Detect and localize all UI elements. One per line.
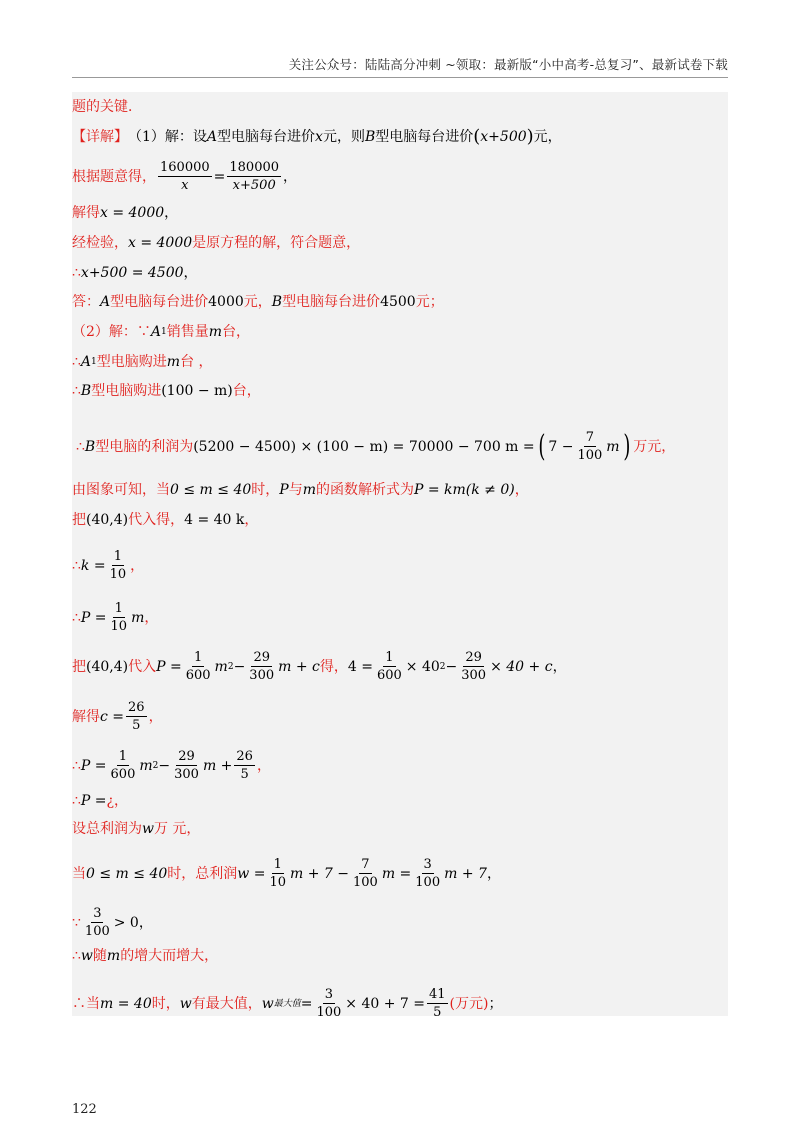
text-line-21: 当 0 ≤ m ≤ 40 时，总利润 w = $\frac{1}{10}$ m + 7 − $\frac{7}{100}$ m = $\frac{3}{100}$ m + 7 ， — [72, 857, 501, 890]
text-line-6: ∴ x+500 = 4500 ， — [72, 265, 198, 281]
fraction: $\frac{1}{10}$ — [109, 549, 127, 582]
text-line-11: ∴ B 型电脑的利润为 (5200 − 4500) × (100 − m) = 70000 − 700 m = ( 7 − $\frac{7}{100}$ m ) 万元， — [76, 428, 676, 464]
text-line-20: 设总利润为 w 万 元， — [72, 821, 201, 837]
fraction: $\frac{1}{10}$ — [269, 857, 286, 890]
fraction: $\frac{3}{100}$ — [84, 906, 110, 939]
text-line-24: ∴当 m = 40 时， w 有最大值， w 最大值 = $\frac{3}{100}$ × 40 + 7 = $\frac{41}{5}$ (万元) ； — [72, 987, 503, 1020]
text-line-15: ∴ P = $\frac{1}{10}$ m ， — [72, 601, 159, 634]
fraction: $\frac{160000}{x}$ — [160, 160, 210, 193]
text-line-23: ∴ w 随 m 的增大而增大， — [72, 948, 219, 964]
text-line-5: 经检验， x = 4000 是原方程的解，符合题意， — [72, 235, 361, 251]
fraction: $\frac{7}{100}$ — [577, 430, 603, 463]
text-line-4: 解得 x = 4000 ， — [72, 205, 179, 221]
text-line-17: 解得 c = $\frac{26}{5}$ ， — [72, 700, 163, 733]
fraction: $\frac{41}{5}$ — [429, 987, 446, 1020]
text-line-18: ∴ P = $\frac{1}{600}$ m 2 − $\frac{29}{300}$ m + $\frac{26}{5}$ ， — [72, 749, 271, 782]
text-line-2: 【详解】 （1）解：设 A 型电脑每台进价 x 元，则 B 型电脑每台进价 ( x+500 ) 元， — [72, 126, 562, 147]
header-divider — [72, 77, 728, 78]
fraction: $\frac{29}{300}$ — [461, 650, 487, 683]
fraction: $\frac{1}{600}$ — [185, 650, 211, 683]
text-line-7: 答： A 型电脑每台进价 4000 元， B 型电脑每台进价 4500 元； — [72, 294, 444, 310]
page-header: 关注公众号：陆陆高分冲刺 ~领取：最新版“小中高考-总复习”、最新试卷下载 — [288, 57, 728, 72]
text-line-12: 由图象可知，当 0 ≤ m ≤ 40 时， P 与 m 的函数解析式为 P = km(k ≠ 0) ， — [72, 482, 529, 498]
fraction: $\frac{3}{100}$ — [415, 857, 441, 890]
fraction: $\frac{1}{600}$ — [110, 749, 136, 782]
fraction: $\frac{3}{100}$ — [316, 987, 342, 1020]
text-line-10: ∴ B 型电脑购进 (100 − m) 台， — [72, 383, 261, 399]
text-line-14: ∴ k = $\frac{1}{10}$ ， — [72, 549, 145, 582]
fraction: $\frac{29}{300}$ — [174, 749, 199, 782]
text-line-3: 根据题意得， $\frac{160000}{x}$ = $\frac{180000}{x+500}$ ， — [72, 160, 298, 193]
page-number: 122 — [72, 1102, 97, 1117]
text-line-9: ∴ A 1 型电脑购进 m 台 ， — [72, 354, 213, 370]
text-line-13: 把 (40,4) 代入得， 4 = 40 k ， — [72, 512, 259, 528]
fraction: $\frac{180000}{x+500}$ — [229, 160, 280, 193]
fraction: $\frac{1}{10}$ — [110, 601, 128, 634]
text-line-19: ∴ P = ¿ ， — [72, 793, 129, 809]
fraction: $\frac{26}{5}$ — [236, 749, 253, 782]
fraction: $\frac{7}{100}$ — [352, 857, 378, 890]
fraction: $\frac{26}{5}$ — [128, 700, 145, 733]
text-line-22: ∵ $\frac{3}{100}$ > 0 ， — [72, 906, 153, 939]
text-line-1: 题的关键． — [72, 99, 142, 115]
fraction: $\frac{29}{300}$ — [249, 650, 275, 683]
fraction: $\frac{1}{600}$ — [376, 650, 402, 683]
text-line-16: 把 (40,4) 代入 P = $\frac{1}{600}$ m 2 − $\frac{29}{300}$ m + c 得， 4 = $\frac{1}{600}$ × 40 2 − $\frac{29}{300}$ × 40 + c ， — [72, 650, 567, 683]
text-line-8: （2）解：∵ A 1 销售量 m 台， — [72, 324, 251, 340]
detail-tag: 【详解】 — [72, 129, 128, 145]
